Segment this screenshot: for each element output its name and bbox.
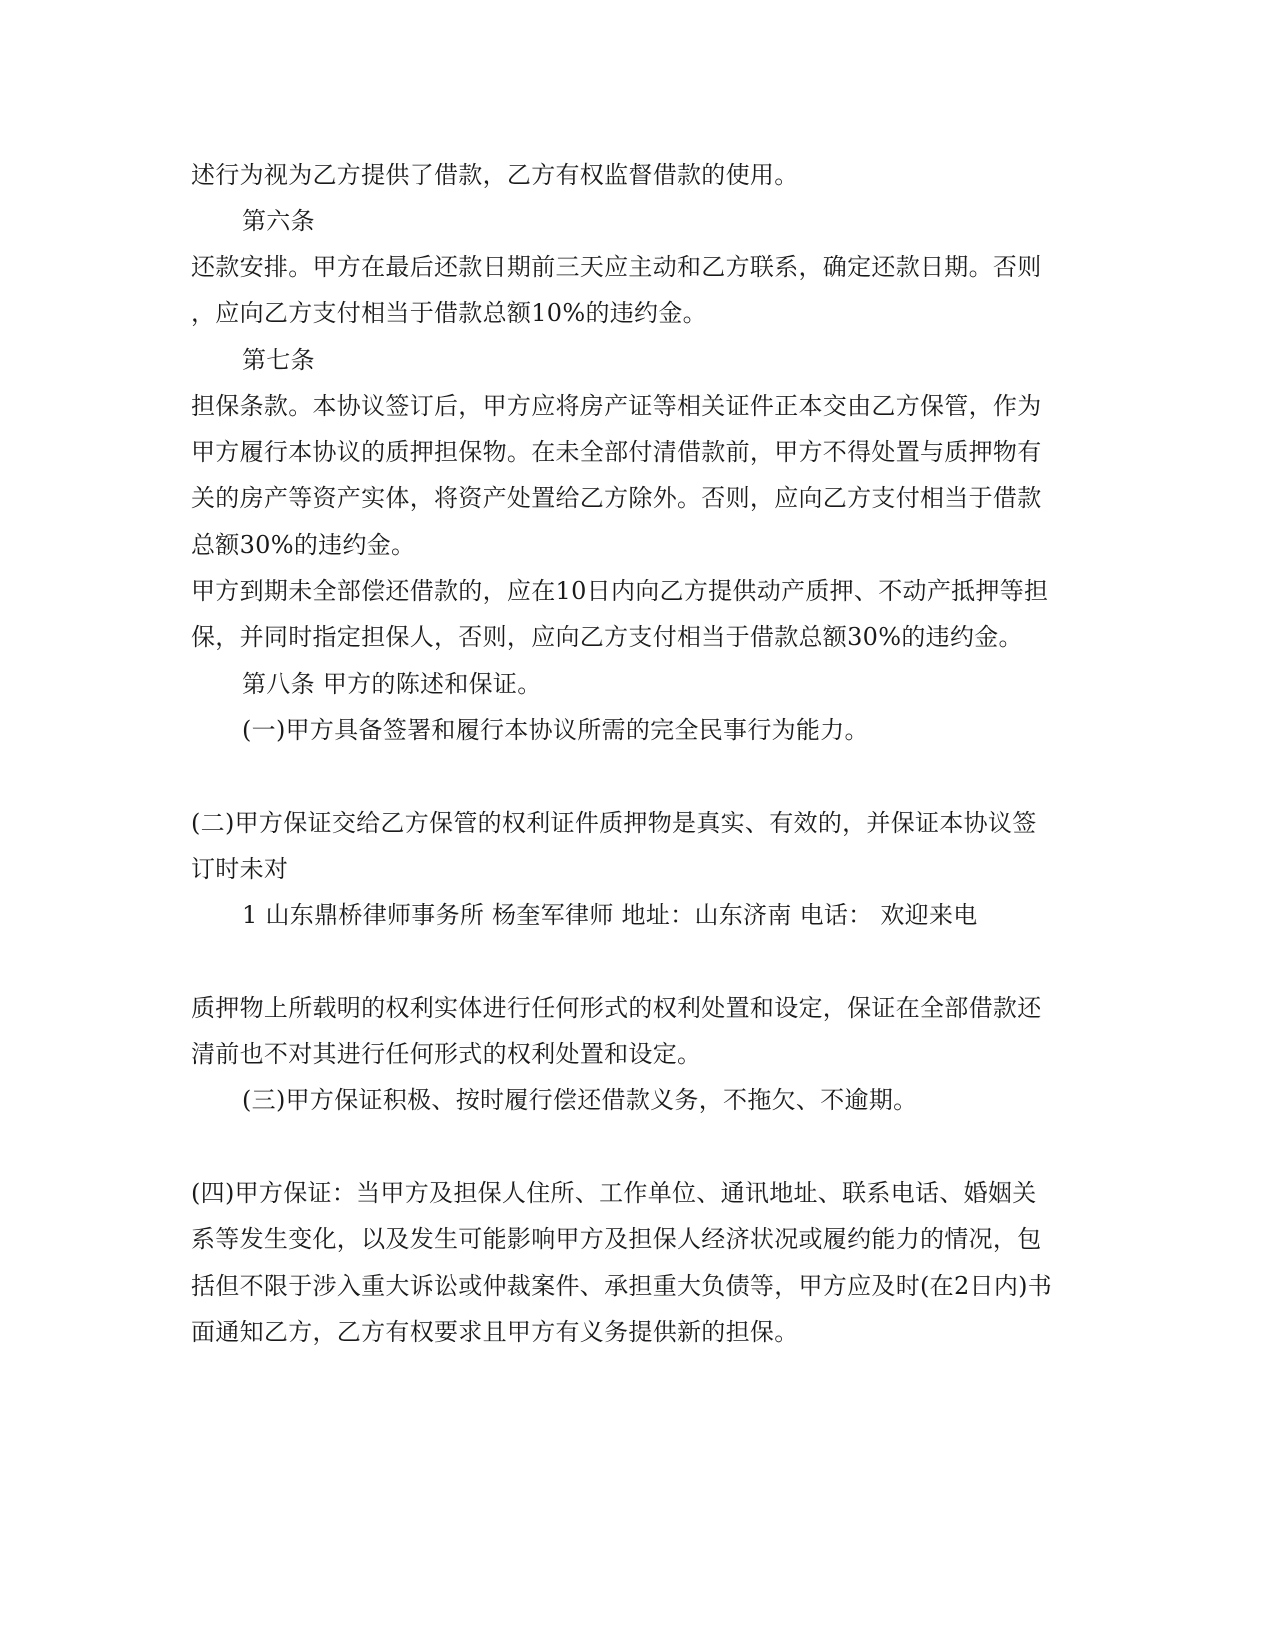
- article-heading-6: 第六条: [242, 207, 315, 235]
- paragraph-line: 系等发生变化，以及发生可能影响甲方及担保人经济状况或履约能力的情况，包: [191, 1225, 1042, 1253]
- paragraph-line: 质押物上所载明的权利实体进行任何形式的权利处置和设定，保证在全部借款还: [191, 994, 1042, 1022]
- clause-item-4: (四)甲方保证：当甲方及担保人住所、工作单位、通讯地址、联系电话、婚姻关: [191, 1179, 1037, 1207]
- clause-item-3: (三)甲方保证积极、按时履行偿还借款义务，不拖欠、不逾期。: [242, 1086, 918, 1114]
- paragraph-line: 面通知乙方，乙方有权要求且甲方有义务提供新的担保。: [191, 1318, 799, 1346]
- paragraph-line: 述行为视为乙方提供了借款，乙方有权监督借款的使用。: [191, 161, 799, 189]
- clause-item-2: (二)甲方保证交给乙方保管的权利证件质押物是真实、有效的，并保证本协议签: [191, 809, 1037, 837]
- paragraph-line: 担保条款。本协议签订后，甲方应将房产证等相关证件正本交由乙方保管，作为: [191, 392, 1042, 420]
- paragraph-line: 甲方到期未全部偿还借款的，应在10日内向乙方提供动产质押、不动产抵押等担: [191, 577, 1049, 605]
- paragraph-line: ，应向乙方支付相当于借款总额10%的违约金。: [191, 299, 707, 327]
- article-heading-7: 第七条: [242, 346, 315, 374]
- paragraph-line: 保，并同时指定担保人，否则，应向乙方支付相当于借款总额30%的违约金。: [191, 623, 1023, 651]
- paragraph-line: 总额30%的违约金。: [191, 531, 416, 559]
- paragraph-line: 关的房产等资产实体，将资产处置给乙方除外。否则，应向乙方支付相当于借款: [191, 484, 1042, 512]
- paragraph-line: 订时未对: [191, 855, 289, 883]
- paragraph-line: 甲方履行本协议的质押担保物。在未全部付清借款前，甲方不得处置与质押物有: [191, 438, 1042, 466]
- paragraph-line: 还款安排。甲方在最后还款日期前三天应主动和乙方联系，确定还款日期。否则: [191, 253, 1042, 281]
- paragraph-line: 清前也不对其进行任何形式的权利处置和设定。: [191, 1040, 702, 1068]
- article-heading-8: 第八条 甲方的陈述和保证。: [242, 670, 542, 698]
- clause-item-1: (一)甲方具备签署和履行本协议所需的完全民事行为能力。: [242, 716, 869, 744]
- paragraph-line: 括但不限于涉入重大诉讼或仲裁案件、承担重大负债等，甲方应及时(在2日内)书: [191, 1272, 1053, 1300]
- page-footer: 1 山东鼎桥律师事务所 杨奎军律师 地址：山东济南 电话： 欢迎来电: [242, 901, 978, 929]
